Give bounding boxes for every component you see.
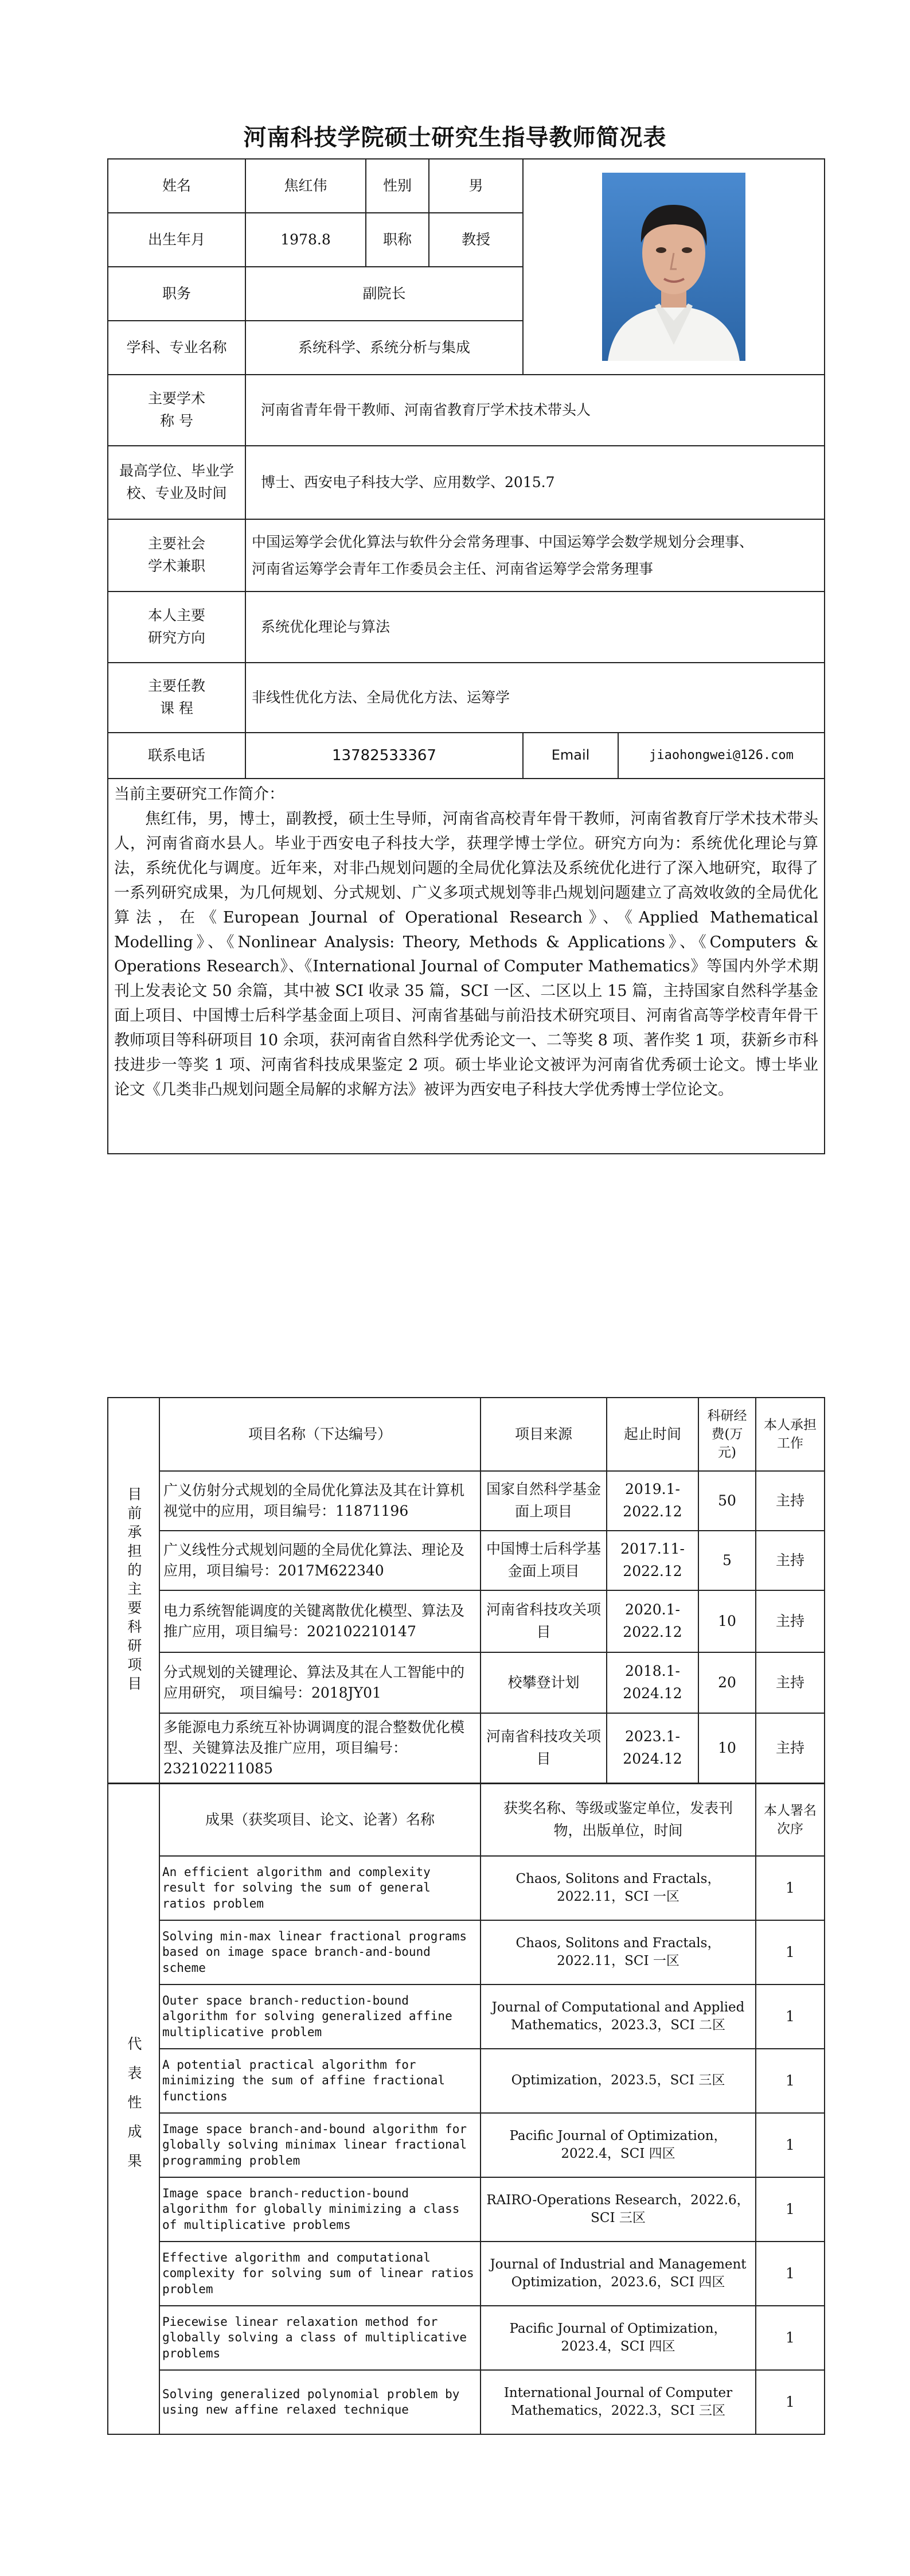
research-label-line2: 研究方向 <box>147 629 205 646</box>
name-value: 焦红伟 <box>245 159 366 213</box>
birth-label: 出生年月 <box>108 213 245 267</box>
photo-cell <box>523 159 825 375</box>
achievement-title: A potential practical algorithm for minimizing the sum of affine fractional functions <box>159 2049 481 2113</box>
project-role: 主持 <box>756 1531 825 1590</box>
project-period: 2020.1-2022.12 <box>607 1590 698 1652</box>
achievement-row <box>108 2113 825 2177</box>
research-intro-body: 焦红伟，男，博士，副教授，硕士生导师，河南省高校青年骨干教师，河南省教育厅学术技术带头人，河南省商水县人。毕业于西安电子科技大学，获理学博士学位。研究方向为：系统优化理论与算法，系统优化与调度。近年来，对非凸规划问题的全局优化算法及系统优化进行了深入地研究，取得了一系列研究成果，为几何规划、分式规划、广义多项式规划等非凸规划问题建立了高效收敛的全局优化算法，在《European Journal of Operational Research》、《Applied Mathematical Modelling》、《Nonlinear Analysis: Theory, Methods & Applications》、《Computers & Operations Research》、《International Journal of Computer Mathematics》等国内外学术期刊上发表论文 50 余篇，其中被 SCI 收录 35 篇，SCI 一区、二区以上 15 篇，主持国家自然科学基金面上项目、中国博士后科学基金面上项目、河南省基础与前沿技术研究项目、河南省高等学校青年骨干教师项目等科研项目 10 余项，获河南省自然科学优秀论文一、二等奖 8 项、著作奖 1 项，获新乡市科技进步一等奖 1 项、河南省科技成果鉴定 2 项。硕士毕业论文被评为河南省优秀硕士论文。博士毕业论文《几类非凸规划问题全局解的求解方法》被评为西安电子科技大学优秀博士学位论文。 <box>114 810 818 1099</box>
social-value-line2: 河南省运筹学会青年工作委员会主任、河南省运筹学会常务理事 <box>252 561 654 577</box>
achievement-order: 1 <box>756 1856 825 1920</box>
project-row <box>108 1471 825 1531</box>
social-label-line2: 学术兼职 <box>147 558 205 574</box>
courses-label-line2: 课 程 <box>160 700 193 717</box>
achievement-title: Solving min-max linear fractional programs based on image space branch-and-bound scheme <box>159 1920 481 1984</box>
project-name: 多能源电力系统互补协调调度的混合整数优化模型、关键算法及推广应用，项目编号：232102211085 <box>159 1713 481 1783</box>
project-role: 主持 <box>756 1652 825 1713</box>
achievement-venue: Journal of Industrial and Management Optimization，2023.6，SCI 四区 <box>481 2242 756 2306</box>
achievement-title: Image space branch-reduction-bound algorithm for globally minimizing a class of multiplicative problems <box>159 2177 481 2242</box>
project-name: 分式规划的关键理论、算法及其在人工智能中的应用研究， 项目编号：2018JY01 <box>159 1652 481 1713</box>
achievement-title: Solving generalized polynomial problem by using new affine relaxed technique <box>159 2370 481 2434</box>
academic-title-label-line2: 称 号 <box>160 413 193 429</box>
achievement-venue: Chaos, Solitons and Fractals，2022.11，SCI 一区 <box>481 1856 756 1920</box>
academic-title-value: 河南省青年骨干教师、河南省教育厅学术技术带头人 <box>245 375 825 446</box>
project-period: 2023.1-2024.12 <box>607 1713 698 1783</box>
project-source: 中国博士后科学基金面上项目 <box>481 1531 607 1590</box>
research-label-line1: 本人主要 <box>147 607 205 624</box>
project-funds: 10 <box>698 1713 756 1783</box>
projects-table <box>107 1397 825 1784</box>
achievement-order: 1 <box>756 2177 825 2242</box>
achievement-row <box>108 2177 825 2242</box>
project-role: 主持 <box>756 1471 825 1531</box>
achievement-order: 1 <box>756 2049 825 2113</box>
project-period: 2019.1-2022.12 <box>607 1471 698 1531</box>
achievement-venue: International Journal of Computer Mathematics，2022.3，SCI 三区 <box>481 2370 756 2434</box>
project-name: 广义仿射分式规划的全局优化算法及其在计算机视觉中的应用，项目编号：11871196 <box>159 1471 481 1531</box>
email-label: Email <box>523 733 618 779</box>
courses-label-line1: 主要任教 <box>147 678 205 695</box>
project-row <box>108 1590 825 1652</box>
project-source: 河南省科技攻关项目 <box>481 1713 607 1783</box>
achievement-row <box>108 2370 825 2434</box>
achievements-header-venue: 获奖名称、等级或鉴定单位，发表刊物，出版单位，时间 <box>481 1784 756 1856</box>
phone-label: 联系电话 <box>108 733 245 779</box>
discipline-label: 学科、专业名称 <box>108 321 245 375</box>
degree-label-line2: 校、专业及时间 <box>126 485 227 501</box>
achievement-order: 1 <box>756 2370 825 2434</box>
achievement-order: 1 <box>756 1920 825 1984</box>
achievement-venue: RAIRO-Operations Research，2022.6，SCI 三区 <box>481 2177 756 2242</box>
achievement-title: Piecewise linear relaxation method for globally solving a class of multiplicative problems <box>159 2306 481 2370</box>
achievement-row <box>108 1920 825 1984</box>
achievement-title: An efficient algorithm and complexity result for solving the sum of general ratios problem <box>159 1856 481 1920</box>
achievement-title: Outer space branch-reduction-bound algorithm for solving generalized affine multiplicative problem <box>159 1984 481 2049</box>
achievements-table <box>107 1783 825 2435</box>
project-row <box>108 1531 825 1590</box>
academic-title-label-line1: 主要学术 <box>147 390 205 407</box>
portrait-photo <box>602 173 745 361</box>
research-intro-heading: 当前主要研究工作简介： <box>114 785 284 803</box>
achievement-order: 1 <box>756 2113 825 2177</box>
achievements-header-name: 成果（获奖项目、论文、论著）名称 <box>159 1784 481 1856</box>
rank-value: 教授 <box>429 213 523 267</box>
phone-value: 13782533367 <box>245 733 523 779</box>
achievement-row <box>108 2049 825 2113</box>
achievement-venue: Journal of Computational and Applied Mathematics，2023.3，SCI 二区 <box>481 1984 756 2049</box>
achievement-order: 1 <box>756 2306 825 2370</box>
projects-header-funds: 科研经费(万元) <box>698 1398 756 1471</box>
social-value <box>245 519 825 592</box>
profile-table <box>107 158 825 1154</box>
project-row <box>108 1652 825 1713</box>
social-value-line1: 中国运筹学会优化算法与软件分会常务理事、中国运筹学会数学规划分会理事、 <box>252 533 754 550</box>
degree-label <box>108 446 245 519</box>
achievement-venue: Chaos, Solitons and Fractals，2022.11，SCI 一区 <box>481 1920 756 1984</box>
project-funds: 50 <box>698 1471 756 1531</box>
social-label-line1: 主要社会 <box>147 535 205 552</box>
project-source: 河南省科技攻关项目 <box>481 1590 607 1652</box>
position-label: 职务 <box>108 267 245 321</box>
achievements-header-order: 本人署名次序 <box>756 1784 825 1856</box>
project-role: 主持 <box>756 1590 825 1652</box>
name-label: 姓名 <box>108 159 245 213</box>
position-value: 副院长 <box>245 267 523 321</box>
achievements-side-label: 代表性成果 <box>108 1784 159 2434</box>
research-value: 系统优化理论与算法 <box>245 592 825 663</box>
degree-value: 博士、西安电子科技大学、应用数学、2015.7 <box>245 446 825 519</box>
degree-label-line1: 最高学位、毕业学 <box>119 462 234 480</box>
project-funds: 20 <box>698 1652 756 1713</box>
achievement-venue: Optimization，2023.5，SCI 三区 <box>481 2049 756 2113</box>
achievement-order: 1 <box>756 1984 825 2049</box>
projects-header-source: 项目来源 <box>481 1398 607 1471</box>
project-source: 校攀登计划 <box>481 1652 607 1713</box>
achievement-title: Image space branch-and-bound algorithm for globally solving minimax linear fractional programming problem <box>159 2113 481 2177</box>
achievement-order: 1 <box>756 2242 825 2306</box>
discipline-value: 系统科学、系统分析与集成 <box>245 321 523 375</box>
project-row <box>108 1713 825 1783</box>
social-label <box>108 519 245 592</box>
rank-label: 职称 <box>366 213 429 267</box>
courses-label <box>108 663 245 733</box>
project-period: 2017.11-2022.12 <box>607 1531 698 1590</box>
project-period: 2018.1-2024.12 <box>607 1652 698 1713</box>
projects-header-role: 本人承担工作 <box>756 1398 825 1471</box>
gender-label: 性别 <box>366 159 429 213</box>
achievement-title: Effective algorithm and computational complexity for solving sum of linear ratios problem <box>159 2242 481 2306</box>
project-funds: 10 <box>698 1590 756 1652</box>
projects-header-period: 起止时间 <box>607 1398 698 1471</box>
project-role: 主持 <box>756 1713 825 1783</box>
gender-value: 男 <box>429 159 523 213</box>
project-name: 电力系统智能调度的关键离散优化模型、算法及推广应用，项目编号：202102210147 <box>159 1590 481 1652</box>
achievement-venue: Pacific Journal of Optimization，2022.4，SCI 四区 <box>481 2113 756 2177</box>
research-label <box>108 592 245 663</box>
courses-value: 非线性优化方法、全局优化方法、运筹学 <box>245 663 825 733</box>
achievement-row <box>108 2242 825 2306</box>
project-name: 广义线性分式规划问题的全局优化算法、理论及应用，项目编号：2017M622340 <box>159 1531 481 1590</box>
achievement-row <box>108 2306 825 2370</box>
achievement-venue: Pacific Journal of Optimization，2023.4，SCI 四区 <box>481 2306 756 2370</box>
project-funds: 5 <box>698 1531 756 1590</box>
projects-side-label: 目前承担的主要科研项目 <box>108 1398 159 1783</box>
academic-title-label <box>108 375 245 446</box>
email-value[interactable]: jiaohongwei@126.com <box>618 733 825 779</box>
achievement-row <box>108 1856 825 1920</box>
page-title: 河南科技学院硕士研究生指导教师简况表 <box>243 124 667 151</box>
project-source: 国家自然科学基金面上项目 <box>481 1471 607 1531</box>
birth-value: 1978.8 <box>245 213 366 267</box>
portrait-image <box>602 173 745 361</box>
projects-header-name: 项目名称（下达编号） <box>159 1398 481 1471</box>
research-intro <box>108 779 825 1154</box>
achievement-row <box>108 1984 825 2049</box>
